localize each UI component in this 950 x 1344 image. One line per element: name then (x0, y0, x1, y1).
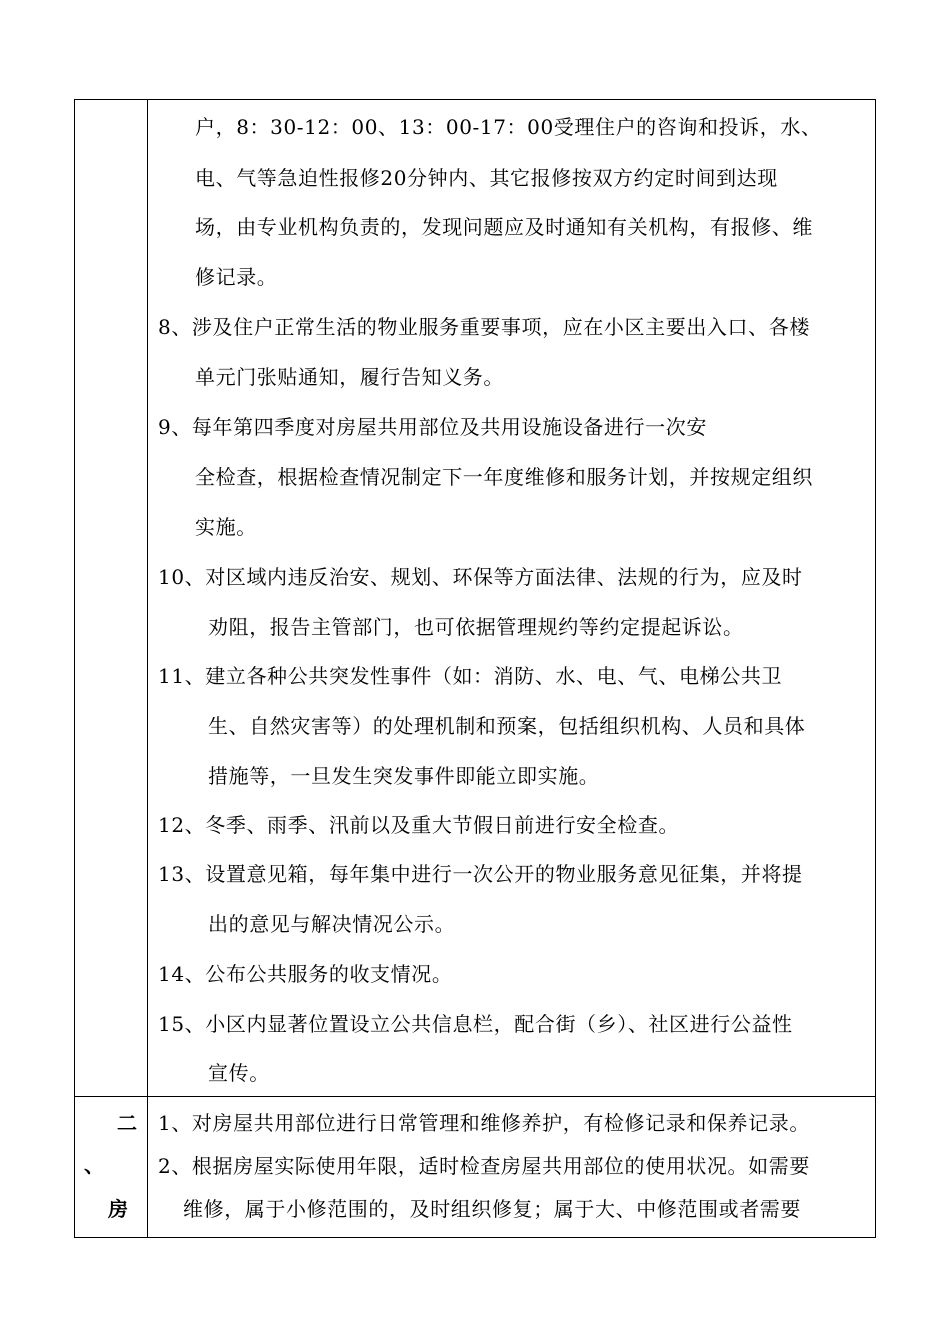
text-line: 户，8：30-12：00、13：00-17：00受理住户的咨询和投诉，水、 (195, 115, 822, 139)
list-item: 10、对区域内违反治安、规划、环保等方面法律、法规的行为，应及时 (158, 565, 803, 589)
section-heading-char: 二 (117, 1111, 137, 1135)
section-heading-char: 、 (84, 1153, 104, 1177)
list-item: 2、根据房屋实际使用年限，适时检查房屋共用部位的使用状况。如需要 (158, 1154, 810, 1178)
text-line: 维修，属于小修范围的，及时组织修复；属于大、中修范围或者需要 (183, 1197, 801, 1221)
list-item: 8、涉及住户正常生活的物业服务重要事项，应在小区主要出入口、各楼 (158, 315, 810, 339)
list-item: 1、对房屋共用部位进行日常管理和维修养护，有检修记录和保养记录。 (158, 1111, 810, 1135)
list-item: 11、建立各种公共突发性事件（如：消防、水、电、气、电梯公共卫 (158, 664, 783, 688)
text-line: 生、自然灾害等）的处理机制和预案，包括组织机构、人员和具体 (208, 714, 806, 738)
text-line: 修记录。 (195, 265, 278, 289)
text-line: 措施等，一旦发生突发事件即能立即实施。 (208, 764, 600, 788)
text-line: 场，由专业机构负责的，发现问题应及时通知有关机构，有报修、维 (195, 215, 813, 239)
text-line: 宣传。 (208, 1061, 270, 1085)
text-line: 劝阻，报告主管部门，也可依据管理规约等约定提起诉讼。 (208, 615, 744, 639)
text-line: 全检查，根据检查情况制定下一年度维修和服务计划，并按规定组织 (195, 465, 813, 489)
text-line: 出的意见与解决情况公示。 (208, 912, 456, 936)
list-item: 9、每年第四季度对房屋共用部位及共用设施设备进行一次安 (158, 415, 707, 439)
list-item: 12、冬季、雨季、汛前以及重大节假日前进行安全检查。 (158, 813, 680, 837)
list-item: 14、公布公共服务的收支情况。 (158, 962, 453, 986)
row-divider (74, 1096, 876, 1097)
text-line: 单元门张贴通知，履行告知义务。 (195, 365, 504, 389)
list-item: 15、小区内显著位置设立公共信息栏，配合街（乡）、社区进行公益性 (158, 1012, 793, 1036)
text-line: 实施。 (195, 515, 257, 539)
list-item: 13、设置意见箱，每年集中进行一次公开的物业服务意见征集，并将提 (158, 862, 803, 886)
column-divider (147, 99, 148, 1238)
text-line: 电、气等急迫性报修20分钟内、其它报修按双方约定时间到达现 (195, 166, 778, 190)
section-heading-char: 房 (108, 1197, 128, 1221)
